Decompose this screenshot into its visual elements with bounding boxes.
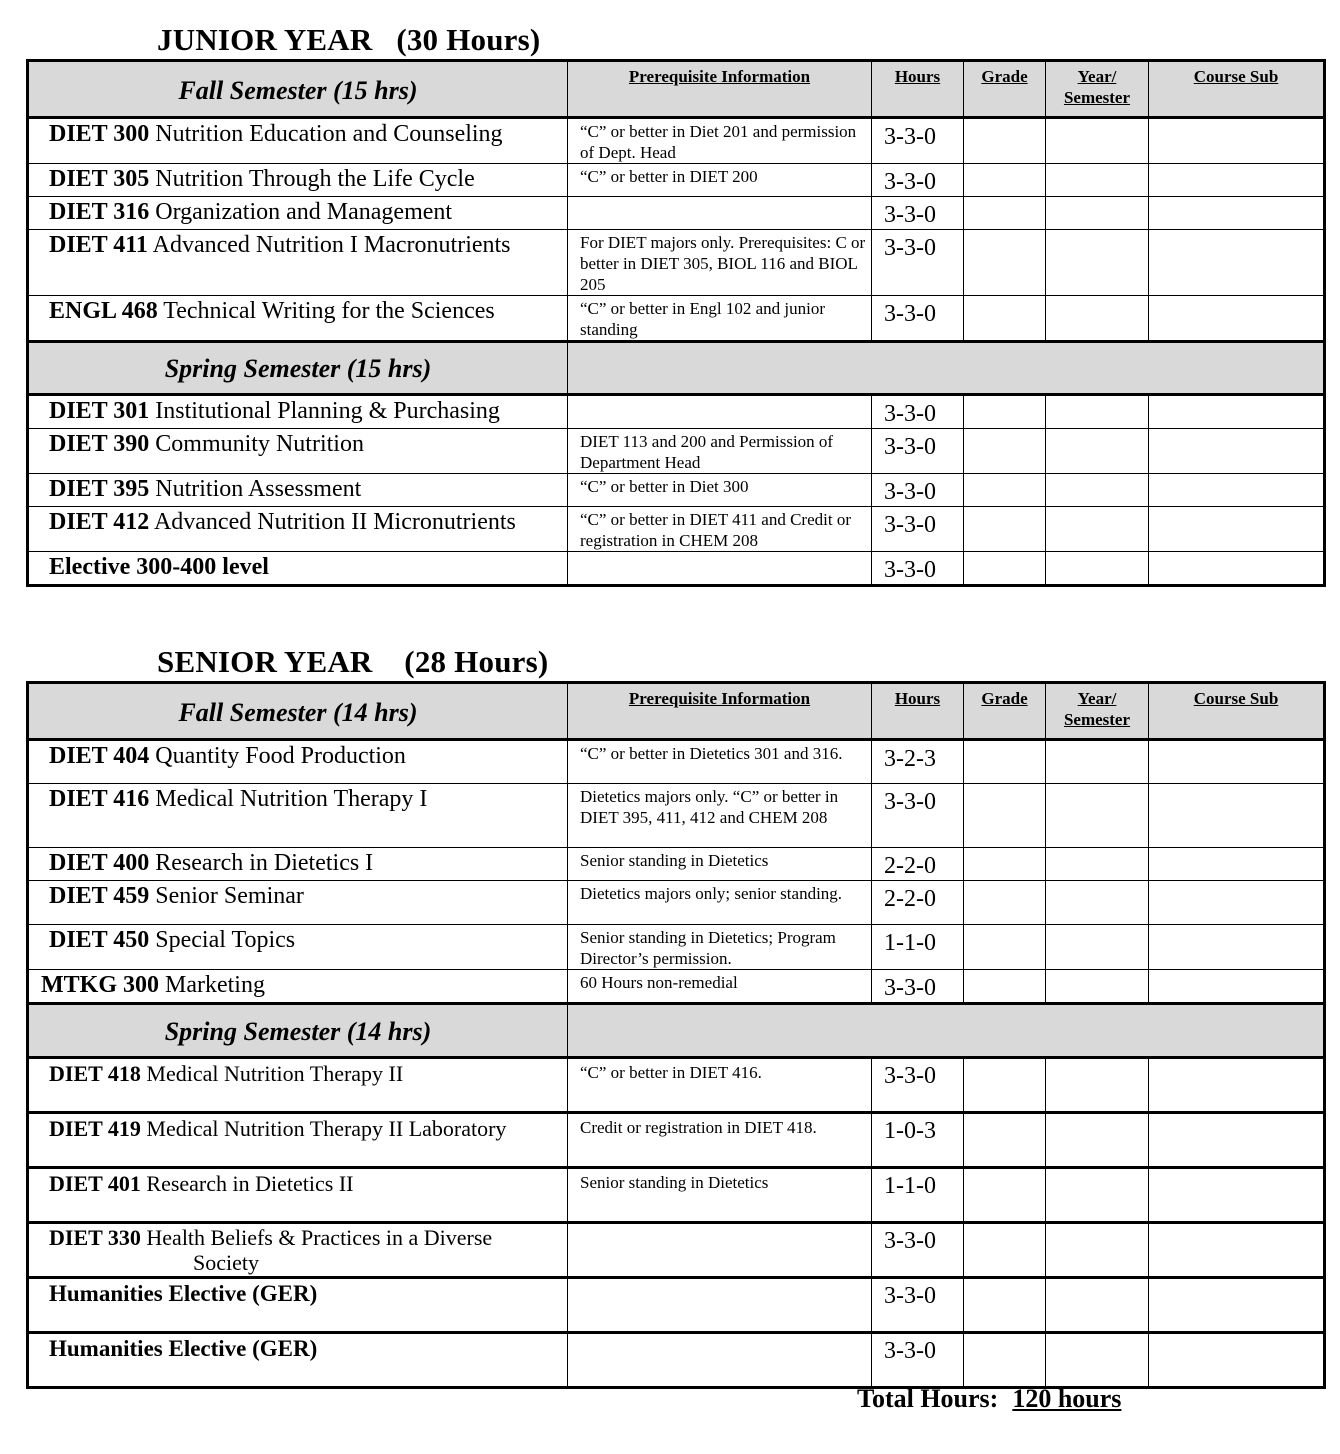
prereq-text: Senior standing in Dietetics xyxy=(580,1173,769,1192)
course-sub-cell[interactable] xyxy=(1149,740,1325,784)
prereq-column-header: Prerequisite Information xyxy=(568,683,872,740)
table-row xyxy=(28,1333,1325,1388)
senior-year-table xyxy=(26,681,1326,1389)
table-header-row xyxy=(28,61,1325,118)
course-sub-column-header: Course Sub xyxy=(1149,61,1325,118)
year-semester-cell[interactable] xyxy=(1046,118,1149,164)
course-sub-cell[interactable] xyxy=(1149,197,1325,230)
course-sub-cell[interactable] xyxy=(1149,881,1325,925)
grade-cell[interactable] xyxy=(964,970,1046,1004)
hours-value: 3-3-0 xyxy=(884,401,936,427)
grade-cell[interactable] xyxy=(964,740,1046,784)
prereq-text: “C” or better in DIET 416. xyxy=(580,1063,762,1082)
course-sub-cell[interactable] xyxy=(1149,925,1325,970)
hours-value: 3-3-0 xyxy=(884,512,936,538)
prereq-text: For DIET majors only. Prerequisites: C or better in DIET 305, BIOL 116 and BIOL 205 xyxy=(580,233,866,294)
hours-value: 3-2-3 xyxy=(884,746,936,772)
hours-value: 3-3-0 xyxy=(884,124,936,150)
hours-value: 3-3-0 xyxy=(884,789,936,815)
year-semester-cell[interactable] xyxy=(1046,740,1149,784)
hours-value: 2-2-0 xyxy=(884,853,936,879)
spring-semester-row xyxy=(28,342,1325,395)
table-row xyxy=(28,118,1325,164)
grade-cell[interactable] xyxy=(964,474,1046,507)
course-name: ENGL 468 Technical Writing for the Sciences xyxy=(49,298,495,324)
course-sub-cell[interactable] xyxy=(1149,118,1325,164)
grade-cell[interactable] xyxy=(964,164,1046,197)
hours-column-header: Hours xyxy=(872,683,964,740)
prereq-text xyxy=(568,1279,871,1281)
table-row xyxy=(28,784,1325,848)
hours-value: 3-3-0 xyxy=(884,1063,936,1089)
year-semester-cell[interactable] xyxy=(1046,848,1149,881)
prereq-column-header: Prerequisite Information xyxy=(568,61,872,118)
spring-semester-row xyxy=(28,1004,1325,1058)
hours-value: 3-3-0 xyxy=(884,1228,936,1254)
grade-cell[interactable] xyxy=(964,1113,1046,1168)
prereq-text: Dietetics majors only. “C” or better in DIET 395, 411, 412 and CHEM 208 xyxy=(580,787,839,827)
year-semester-cell[interactable] xyxy=(1046,1278,1149,1333)
course-sub-cell[interactable] xyxy=(1149,507,1325,552)
hours-value: 3-3-0 xyxy=(884,169,936,195)
table-row xyxy=(28,1278,1325,1333)
course-sub-cell[interactable] xyxy=(1149,1223,1325,1278)
prereq-text: Credit or registration in DIET 418. xyxy=(580,1118,817,1137)
course-name: DIET 300 Nutrition Education and Counseling xyxy=(49,121,503,147)
fall-semester-heading: Fall Semester (15 hrs) xyxy=(28,61,568,118)
prereq-text: Senior standing in Dietetics; Program Director’s permission. xyxy=(580,928,836,968)
year-semester-cell[interactable] xyxy=(1046,881,1149,925)
prereq-text: Dietetics majors only; senior standing. xyxy=(580,884,843,903)
table-row xyxy=(28,1223,1325,1278)
prereq-text xyxy=(568,1334,871,1336)
hours-value: 3-3-0 xyxy=(884,1283,936,1309)
course-name: DIET 450 Special Topics xyxy=(49,927,296,953)
year-semester-cell[interactable] xyxy=(1046,296,1149,342)
grade-cell[interactable] xyxy=(964,552,1046,586)
prereq-text: DIET 113 and 200 and Permission of Department Head xyxy=(580,432,834,472)
year-semester-cell[interactable] xyxy=(1046,395,1149,429)
course-name: DIET 419 Medical Nutrition Therapy II Laboratory xyxy=(49,1116,507,1141)
grade-column-header: Grade xyxy=(964,683,1046,740)
prereq-text: “C” or better in Dietetics 301 and 316. xyxy=(580,744,843,763)
table-row xyxy=(28,474,1325,507)
year-semester-cell[interactable] xyxy=(1046,970,1149,1004)
table-row xyxy=(28,230,1325,296)
prereq-text xyxy=(568,197,871,199)
course-name: DIET 401 Research in Dietetics II xyxy=(49,1171,354,1196)
table-header-row xyxy=(28,683,1325,740)
year-semester-cell[interactable] xyxy=(1046,197,1149,230)
year-semester-cell[interactable] xyxy=(1046,925,1149,970)
spring-semester-heading: Spring Semester (15 hrs) xyxy=(164,354,432,383)
course-name: DIET 390 Community Nutrition xyxy=(49,431,364,457)
course-sub-cell[interactable] xyxy=(1149,1058,1325,1113)
hours-value: 3-3-0 xyxy=(884,975,936,1001)
table-row xyxy=(28,970,1325,1004)
grade-cell[interactable] xyxy=(964,507,1046,552)
course-name: DIET 459 Senior Seminar xyxy=(49,883,304,909)
year-semester-cell[interactable] xyxy=(1046,507,1149,552)
hours-column-header: Hours xyxy=(872,61,964,118)
year-semester-column-header: Year/ Semester xyxy=(1046,61,1149,118)
course-sub-cell[interactable] xyxy=(1149,1278,1325,1333)
course-name: Humanities Elective (GER) xyxy=(49,1281,318,1306)
year-semester-cell[interactable] xyxy=(1046,1058,1149,1113)
fall-semester-heading: Fall Semester (14 hrs) xyxy=(28,683,568,740)
course-name: DIET 395 Nutrition Assessment xyxy=(49,476,362,502)
table-row xyxy=(28,925,1325,970)
course-sub-cell[interactable] xyxy=(1149,474,1325,507)
grade-cell[interactable] xyxy=(964,1278,1046,1333)
year-semester-cell[interactable] xyxy=(1046,784,1149,848)
table-row xyxy=(28,164,1325,197)
course-sub-cell[interactable] xyxy=(1149,1333,1325,1388)
course-name: DIET 301 Institutional Planning & Purchasing xyxy=(49,398,500,424)
hours-value: 3-3-0 xyxy=(884,235,936,261)
course-sub-cell[interactable] xyxy=(1149,970,1325,1004)
course-sub-cell[interactable] xyxy=(1149,164,1325,197)
hours-value: 1-0-3 xyxy=(884,1118,936,1144)
table-row xyxy=(28,197,1325,230)
hours-value: 3-3-0 xyxy=(884,1338,936,1364)
table-row xyxy=(28,740,1325,784)
course-name: DIET 404 Quantity Food Production xyxy=(49,743,406,769)
hours-value: 3-3-0 xyxy=(884,301,936,327)
hours-value: 3-3-0 xyxy=(884,434,936,460)
course-name: DIET 412 Advanced Nutrition II Micronutrients xyxy=(49,509,516,535)
table-row xyxy=(28,296,1325,342)
hours-value: 1-1-0 xyxy=(884,1173,936,1199)
course-name: Humanities Elective (GER) xyxy=(49,1336,318,1361)
hours-value: 2-2-0 xyxy=(884,886,936,912)
hours-value: 3-3-0 xyxy=(884,557,936,583)
prereq-text: “C” or better in Engl 102 and junior standing xyxy=(580,299,826,339)
grade-column-header: Grade xyxy=(964,61,1046,118)
prereq-text: 60 Hours non-remedial xyxy=(580,973,738,992)
year-semester-cell[interactable] xyxy=(1046,1223,1149,1278)
hours-value: 3-3-0 xyxy=(884,479,936,505)
grade-cell[interactable] xyxy=(964,1058,1046,1113)
year-semester-column-header: Year/ Semester xyxy=(1046,683,1149,740)
total-hours-value: 120 hours xyxy=(1012,1384,1122,1413)
course-sub-cell[interactable] xyxy=(1149,395,1325,429)
table-row xyxy=(28,395,1325,429)
year-semester-cell[interactable] xyxy=(1046,1168,1149,1223)
year-semester-cell[interactable] xyxy=(1046,429,1149,474)
course-sub-cell[interactable] xyxy=(1149,230,1325,296)
year-semester-cell[interactable] xyxy=(1046,1113,1149,1168)
prereq-text: “C” or better in Diet 300 xyxy=(580,477,749,496)
table-row xyxy=(28,1058,1325,1113)
year-semester-cell[interactable] xyxy=(1046,230,1149,296)
course-name: DIET 400 Research in Dietetics I xyxy=(49,850,374,876)
total-hours-label: Total Hours: xyxy=(857,1384,999,1413)
grade-cell[interactable] xyxy=(964,395,1046,429)
prereq-text: “C” or better in Diet 201 and permission of Dept. Head xyxy=(580,122,857,162)
table-row xyxy=(28,552,1325,586)
prereq-text: Senior standing in Dietetics xyxy=(580,851,769,870)
grade-cell[interactable] xyxy=(964,296,1046,342)
grade-cell[interactable] xyxy=(964,230,1046,296)
grade-cell[interactable] xyxy=(964,925,1046,970)
grade-cell[interactable] xyxy=(964,1333,1046,1388)
prereq-text xyxy=(568,396,871,398)
prereq-text: “C” or better in DIET 411 and Credit or registration in CHEM 208 xyxy=(580,510,851,550)
grade-cell[interactable] xyxy=(964,881,1046,925)
course-name: DIET 330 Health Beliefs & Practices in a Diverse Society xyxy=(49,1225,493,1275)
course-sub-column-header: Course Sub xyxy=(1149,683,1325,740)
table-row xyxy=(28,1168,1325,1223)
prereq-text xyxy=(568,552,871,554)
junior-year-table xyxy=(26,59,1326,587)
grade-cell[interactable] xyxy=(964,1168,1046,1223)
grade-cell[interactable] xyxy=(964,118,1046,164)
table-row xyxy=(28,848,1325,881)
table-row xyxy=(28,507,1325,552)
course-sub-cell[interactable] xyxy=(1149,848,1325,881)
course-sub-cell[interactable] xyxy=(1149,1168,1325,1223)
course-sub-cell[interactable] xyxy=(1149,296,1325,342)
spring-semester-heading: Spring Semester (14 hrs) xyxy=(164,1017,432,1046)
table-row xyxy=(28,429,1325,474)
course-name: DIET 316 Organization and Management xyxy=(49,199,453,225)
hours-value: 3-3-0 xyxy=(884,202,936,228)
grade-cell[interactable] xyxy=(964,429,1046,474)
course-name: DIET 418 Medical Nutrition Therapy II xyxy=(49,1061,404,1086)
hours-value: 1-1-0 xyxy=(884,930,936,956)
course-sub-cell[interactable] xyxy=(1149,552,1325,586)
prereq-text: “C” or better in DIET 200 xyxy=(580,167,758,186)
course-name: DIET 416 Medical Nutrition Therapy I xyxy=(49,786,428,812)
grade-cell[interactable] xyxy=(964,784,1046,848)
total-hours xyxy=(857,1384,1121,1414)
grade-cell[interactable] xyxy=(964,197,1046,230)
course-name: DIET 305 Nutrition Through the Life Cycle xyxy=(49,166,475,192)
course-name: Elective 300-400 level xyxy=(49,554,269,580)
course-sub-cell[interactable] xyxy=(1149,429,1325,474)
year-semester-cell[interactable] xyxy=(1046,474,1149,507)
junior-year-title: JUNIOR YEAR (30 Hours) xyxy=(157,22,541,57)
course-name: DIET 411 Advanced Nutrition I Macronutrients xyxy=(49,232,511,258)
senior-year-title: SENIOR YEAR (28 Hours) xyxy=(157,644,549,679)
year-semester-cell[interactable] xyxy=(1046,1333,1149,1388)
table-row xyxy=(28,881,1325,925)
year-semester-cell[interactable] xyxy=(1046,164,1149,197)
grade-cell[interactable] xyxy=(964,1223,1046,1278)
prereq-text xyxy=(568,1224,871,1226)
course-name: MTKG 300 Marketing xyxy=(41,972,265,998)
table-row xyxy=(28,1113,1325,1168)
grade-cell[interactable] xyxy=(964,848,1046,881)
course-sub-cell[interactable] xyxy=(1149,784,1325,848)
course-sub-cell[interactable] xyxy=(1149,1113,1325,1168)
year-semester-cell[interactable] xyxy=(1046,552,1149,586)
